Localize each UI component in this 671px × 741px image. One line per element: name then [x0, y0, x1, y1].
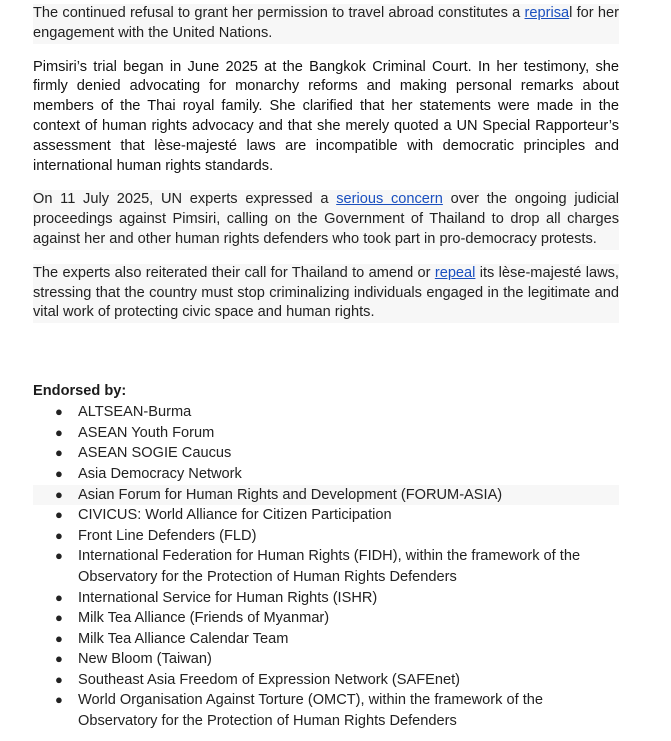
inline-link[interactable]: serious concern	[336, 191, 443, 208]
inline-link[interactable]: repeal	[434, 264, 476, 281]
bullet-icon: ●	[55, 527, 63, 543]
paragraph-text: The experts also reiterated their call for Thailand to amend or	[33, 264, 435, 281]
list-item	[33, 670, 619, 691]
organization-name: Southeast Asia Freedom of Expression Network (SAFEnet)	[78, 671, 461, 688]
bullet-icon: ●	[55, 507, 63, 523]
bullet-icon: ●	[55, 692, 63, 708]
organization-name: World Organisation Against Torture (OMCT), within the framework of the Observatory for the Protection of Human Rights Defenders	[78, 692, 544, 730]
inline-link[interactable]: reprisa	[524, 5, 570, 21]
list-item	[33, 588, 619, 609]
list-item	[33, 443, 619, 464]
organization-name: Asian Forum for Human Rights and Development (FORUM-ASIA)	[78, 486, 503, 503]
endorsed-by-heading: Endorsed by:	[33, 383, 127, 400]
list-item	[33, 402, 619, 423]
paragraph-text: The continued refusal to grant her permission to travel abroad constitutes a	[33, 5, 525, 21]
paragraph-text: On 11 July 2025, UN experts expressed a	[33, 191, 337, 208]
body-paragraph	[33, 190, 619, 249]
organization-name: Front Line Defenders (FLD)	[78, 527, 257, 544]
list-item	[33, 629, 619, 650]
bullet-icon: ●	[55, 630, 63, 646]
endorsement-list	[33, 402, 619, 732]
paragraph-text: over the ongoing judicial proceedings against Pimsiri, calling on the Government of Thailand to drop all charges against her and other human rights defenders who took part in pro-democracy protests.	[33, 191, 619, 247]
bullet-icon: ●	[55, 589, 63, 605]
organization-name: Asia Democracy Network	[78, 465, 242, 482]
list-item	[33, 608, 619, 629]
body-paragraph	[33, 58, 619, 177]
bullet-icon: ●	[55, 486, 63, 502]
organization-name: ASEAN Youth Forum	[78, 424, 215, 441]
organization-name: CIVICUS: World Alliance for Citizen Participation	[78, 507, 392, 524]
bullet-icon: ●	[55, 465, 63, 481]
list-item	[33, 526, 619, 547]
list-item	[33, 690, 619, 731]
list-item	[33, 649, 619, 670]
document-page	[33, 4, 619, 732]
organization-name: New Bloom (Taiwan)	[78, 651, 212, 668]
bullet-icon: ●	[55, 424, 63, 440]
list-item	[33, 423, 619, 444]
list-item	[33, 505, 619, 526]
organization-name: ALTSEAN-Burma	[78, 404, 192, 421]
bullet-icon: ●	[55, 671, 63, 687]
bullet-icon: ●	[55, 548, 63, 564]
bullet-icon: ●	[55, 610, 63, 626]
body-paragraph	[33, 264, 619, 323]
organization-name: Milk Tea Alliance Calendar Team	[78, 630, 289, 647]
list-item	[33, 546, 619, 587]
paragraph-text: Pimsiri’s trial began in June 2025 at the Bangkok Criminal Court. In her testimony, she firmly denied advocating for monarchy reforms and making personal remarks about members of the Thai royal family. She clarified that her statements were made in the context of human rights advocacy and that she merely quoted a UN Special Rapporteur’s assessment that lèse-majesté laws are incompatible with democratic principles and international human rights standards.	[33, 58, 619, 174]
organization-name: Milk Tea Alliance (Friends of Myanmar)	[78, 610, 330, 627]
list-item	[33, 464, 619, 485]
organization-name: ASEAN SOGIE Caucus	[78, 445, 232, 462]
organization-name: International Federation for Human Rights (FIDH), within the framework of the Observatory for the Protection of Human Rights Defenders	[78, 548, 581, 585]
section-spacer	[33, 337, 619, 381]
bullet-icon: ●	[55, 404, 63, 420]
body-text	[33, 4, 619, 323]
bullet-icon: ●	[55, 651, 63, 667]
body-paragraph	[33, 4, 619, 44]
paragraph-text: its lèse-majesté laws, stressing that the country must stop criminalizing individuals engaged in the legitimate and vital work of protecting civic space and human rights.	[33, 264, 619, 321]
bullet-icon: ●	[55, 445, 63, 461]
organization-name: International Service for Human Rights (ISHR)	[78, 589, 378, 606]
list-item	[33, 485, 619, 506]
paragraph-text: l for her engagement with the United Nations.	[33, 5, 619, 41]
